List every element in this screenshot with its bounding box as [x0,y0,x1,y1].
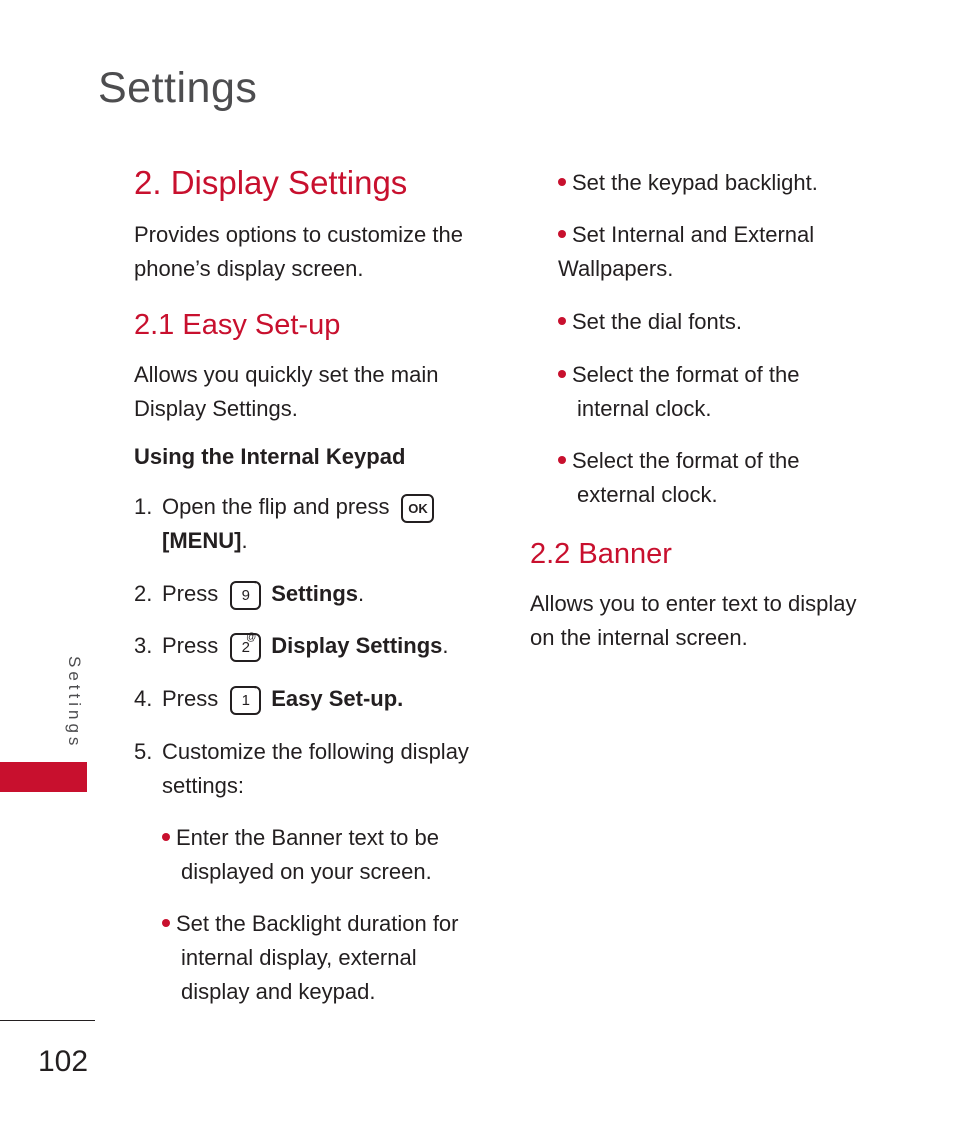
bullet-item: Select the format of the internal clock. [558,358,862,426]
key-2-icon: 2 @ [230,633,261,662]
step-4 [134,682,403,716]
bullet-item: Set the dial fonts. [558,305,858,339]
bullet-item: Set Internal and External Wallpapers. [558,222,815,281]
step-5 [134,735,472,803]
step-text: Open the flip and press [162,494,390,519]
step-number: 3. [134,633,153,658]
step-text: Customize the following display settings: [162,739,469,798]
step-number: 4. [134,686,153,711]
bullet-dot-icon [558,370,566,378]
section-heading: 2. Display Settings [134,164,408,201]
subsection-heading-easy-setup: 2.1 Easy Set-up [134,309,341,341]
easy-setup-intro: Allows you quickly set the main Display Settings. [134,362,439,421]
step-text: Press [162,581,219,606]
side-tab-label: Settings [65,656,84,750]
easy-setup-label: Easy Set-up. [271,686,404,711]
step-text: Press [162,686,219,711]
step-number: 5. [134,739,153,764]
step-2: 2. Press 9 ′ Settings. [134,577,364,611]
bullet-item: Select the format of the external clock. [558,444,862,512]
bullet-dot-icon [558,456,566,464]
bullet-dot-icon [558,230,566,238]
section-intro: Provides options to customize the phone’s display screen. [134,222,463,281]
step-3: 3. Press 2 @ Display Settings. [134,629,449,663]
bullet-dot-icon [558,178,566,186]
display-settings-label: Display Settings [271,633,443,658]
bullet-item: Set the keypad backlight. [558,166,858,200]
side-tab-marker [0,762,87,792]
key-1-icon: 1 ′ [230,686,261,715]
bullet-dot-icon [162,919,170,927]
bullet-item: Enter the Banner text to be displayed on your screen. [162,821,491,889]
page-number: 102 [38,1045,89,1078]
menu-label: [MENU] [162,528,242,553]
bullet-dot-icon [162,833,170,841]
bullet-item: Set the Backlight duration for internal display, external display and keypad. [162,907,491,1009]
ok-key-icon: OK [401,494,434,523]
footer-divider [0,1020,95,1021]
step-1: 1. Open the flip and press OK [MENU]. [134,490,474,558]
step-text: Press [162,633,219,658]
step-number: 1. [134,494,153,519]
key-9-icon: 9 ′ [230,581,261,610]
settings-label: Settings [271,581,359,606]
page-title: Settings [98,64,258,112]
banner-intro: Allows you to enter text to display on the internal screen. [530,591,857,650]
subsection-heading-banner: 2.2 Banner [530,538,672,570]
bullet-dot-icon [558,317,566,325]
step-number: 2. [134,581,153,606]
keypad-heading: Using the Internal Keypad [134,444,406,469]
